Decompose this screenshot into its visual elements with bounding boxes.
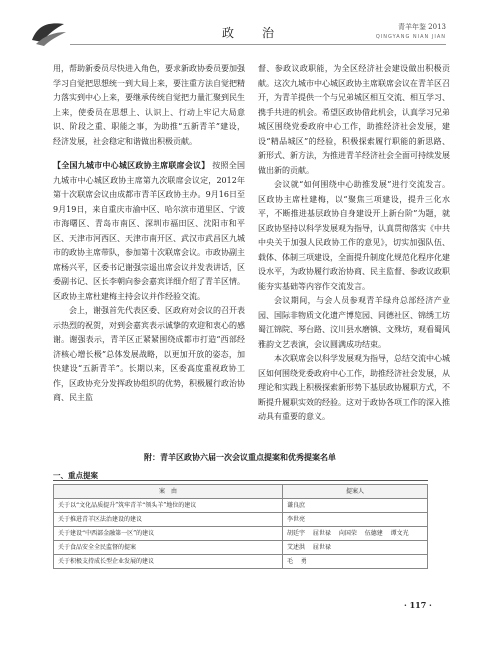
right-paragraph-4: 本次联席会以科学发展观为指导，总结交流中心城区如何围绕党委政府中心工作，助推经济社会发展，从理论和实践上积极探索新形势下基层政协履职方式，不断提升履职实效的经验。这对于政协各项工作的深入推动具有重要的意义。 (258, 354, 450, 421)
left-paragraph-3: 会上，谢强首先代表区委、区政府对会议的召开表示热烈的祝贺，对到会嘉宾表示诚挚的欢迎和衷心的感谢。谢强表示，青羊区正紧紧围绕成都市打造“西部经济核心增长极”总体发展战略，以更加开放的姿态，加快建设“五新青羊”。长期以来，区委高度重视政协工作，区政协充分发挥政协组织的优势，积极履行政治协商、民主监 (53, 306, 245, 402)
yearbook-brand: 青羊年鉴 2013 (397, 23, 446, 31)
table-row (54, 527, 428, 541)
right-paragraph-3: 会议期间，与会人员参观青羊绿舟总部经济产业园、国际非物质文化遗产博览园、同德社区、锦绣工坊蜀江锦院、琴台路、汶川县水磨镇、文殊坊，观看蜀风雅韵文艺表演，会议圆满成功结束。 (258, 296, 450, 349)
proposal-subject: 关于建设“中西部金融第一区”的建议 (54, 527, 283, 541)
left-column (53, 62, 245, 406)
proposal-author: 艾述洪 屈世禄 (283, 541, 428, 555)
proposal-author: 谦良庶 (283, 499, 428, 513)
proposal-subject: 关于食品安全全民监督的提案 (54, 541, 283, 555)
section-title: 政 治 (222, 26, 283, 40)
proposal-author: 李世亮 (283, 513, 428, 527)
table-row (54, 541, 428, 555)
right-paragraph-1: 督、参政议政职能，为全区经济社会建设做出积极贡献。这次九城市中心城区政协主席联席会议在青羊区召开，为青羊提供一个与兄弟城区相互交流、相互学习、携手共进的机会。希望区政协借此机会，认真学习兄弟城区围绕党委政府中心工作，助推经济社会发展，建设“精品城区”的经验，积极探索履行职能的新思路、新形式、新方法，为推进青羊经济社会全面可持续发展做出新的贡献。 (258, 64, 450, 175)
entry-heading: 【全国九城市中心城区政协主席联席会议】 (53, 160, 210, 170)
proposal-author: 胡廷宇 屈世禄 向国荣 伍德建 谭文光 (283, 527, 428, 541)
proposal-subject: 关于推进青羊区法治建设的建议 (54, 513, 283, 527)
header-divider (70, 44, 446, 45)
proposal-subject: 关于以“文化品质提升”筑牢青羊“领头羊”地位的建议 (54, 499, 283, 513)
yearbook-brand-pinyin: QINGYANG NIAN JIAN (375, 34, 446, 40)
page-number: · 117 · (404, 600, 432, 610)
right-paragraph-2: 会议就“如何围绕中心助推发展”进行交流发言。区政协主席杜建梅，以“聚焦三项建设，提升三化水平，不断推进基层政协自身建设开上新台阶”为题，就区政协坚持以科学发展观为指导，认真贯彻落实《中共中央关于加强人民政协工作的意见》，切实加强队伍、载体、体制三项建设，全面提升制度化规范化程序化建设水平，为政协履行政治协商、民主监督、参政议政职能夯实基础等内容作交流发言。 (258, 180, 450, 291)
table-row (54, 499, 428, 513)
table-row (54, 555, 428, 569)
proposal-subject: 关于积极支持成长型企业发展的建议 (54, 555, 283, 569)
right-column (258, 62, 450, 425)
appendix-title: 附：青羊区政协六届一次会议重点提案和优秀提案名单 (144, 452, 336, 462)
leaf-logo-icon (30, 20, 68, 46)
section-divider (53, 480, 428, 481)
left-paragraph-1: 用，帮助新委员尽快进入角色，要求新政协委员要加强学习自觉把思想统一到大局上来，要注重方法自觉把精力落实到中心上来，要继承传统自觉把力量汇聚到民生上来，使委员在思想上、认识上、行动上牢记大局意识、阶段之重、职能之事，为助推“五新青羊”建设，经济发展，社会稳定和谐做出积极贡献。 (53, 64, 245, 146)
section-heading: 一、重点提案 (53, 471, 98, 480)
column-header-subject: 案 由 (54, 485, 283, 499)
table-row (54, 513, 428, 527)
column-header-proposer: 提案人 (283, 485, 428, 499)
proposal-author: 毛 勇 (283, 555, 428, 569)
entry-body: 按照全国九城市中心城区政协主席第九次联席会议定，2012年第十次联席会议由成都市青羊区政协主办。9月16日至9月19日，来自重庆市渝中区、哈尔滨市道里区、宁波市海曙区、青岛市南区、深圳市福田区、沈阳市和平区、天津市河西区、天津市南开区、武汉市武昌区九城市的政协主席带队，参加第十次联席会议。市政协副主席杨兴平，区委书记谢强宗遥出席会议并发表讲话，区委副书记、区长李朝向参会嘉宾详细介绍了青羊区情。区政协主席杜建梅主持会议并作经验交流。 (53, 161, 246, 301)
left-paragraph-2 (53, 158, 245, 304)
proposals-table (53, 484, 428, 569)
table-header-row (54, 485, 428, 499)
page-header (0, 0, 480, 56)
